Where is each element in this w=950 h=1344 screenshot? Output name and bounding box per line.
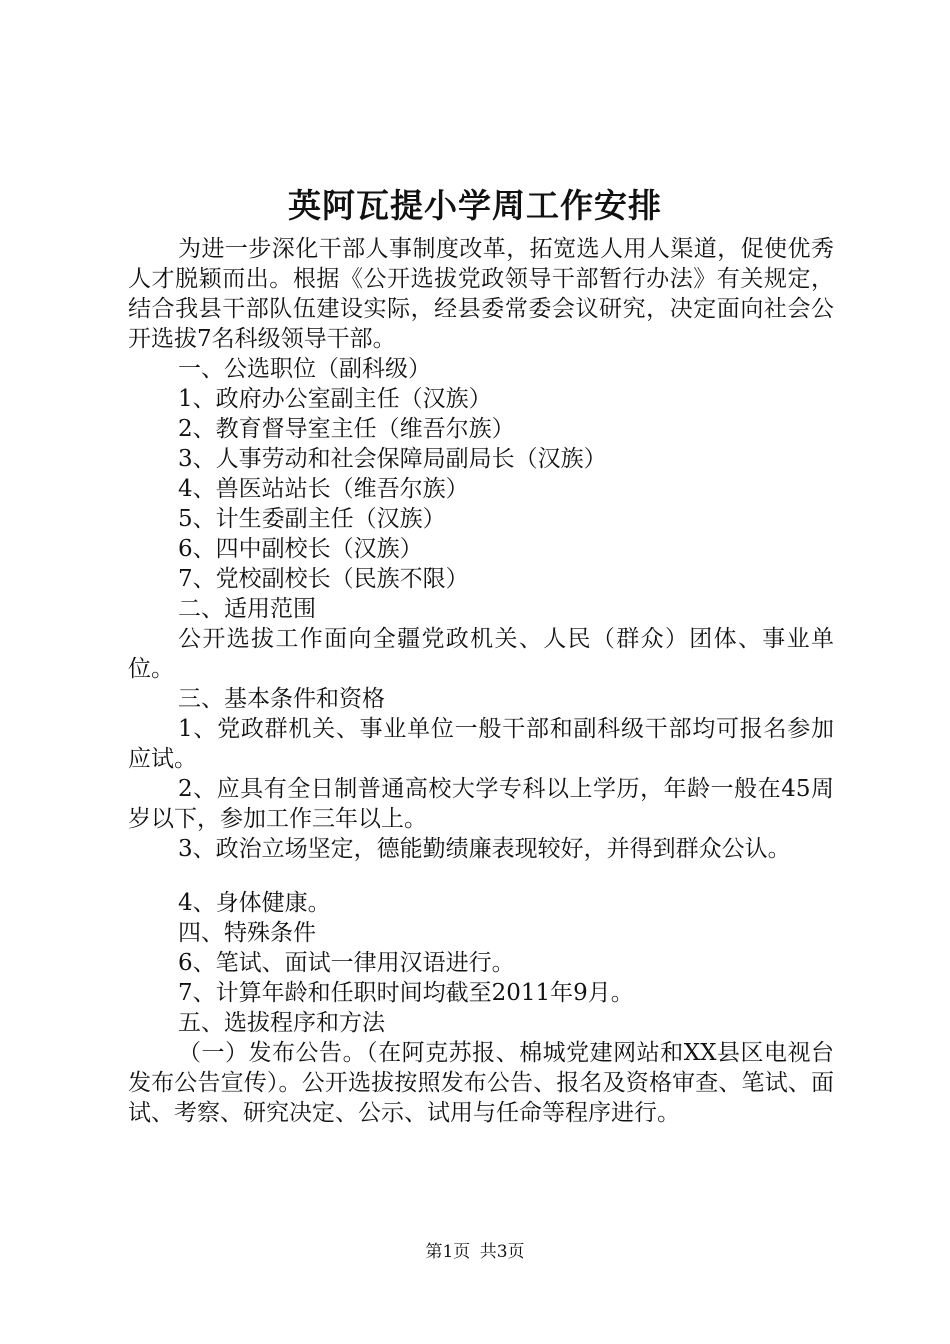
section-heading: 一、公选职位（副科级）	[178, 356, 431, 382]
list-item: 2、教育督导室主任（维吾尔族）	[178, 416, 515, 442]
list-item: 4、兽医站站长（维吾尔族）	[178, 476, 469, 502]
page-number: 第1页	[425, 1242, 471, 1262]
body-paragraph: （一）发布公告。（在阿克苏报、棉城党建网站和XX县区电视台发布公告宣传）。公开选拔按照发布公告、报名及资格审查、笔试、面试、考察、研究决定、公示、试用与任命等程序进行。	[128, 1040, 834, 1126]
page-total: 共3页	[479, 1242, 525, 1262]
document-title: 英阿瓦提小学周工作安排	[288, 186, 662, 225]
section-heading: 四、特殊条件	[178, 920, 316, 946]
intro-paragraph: 为进一步深化干部人事制度改革，拓宽选人用人渠道，促使优秀人才脱颖而出。根据《公开选拔党政领导干部暂行办法》有关规定，结合我县干部队伍建设实际，经县委常委会议研究，决定面向社会公开选拔7名科级领导干部。	[128, 236, 834, 352]
list-item: 1、政府办公室副主任（汉族）	[178, 386, 492, 412]
body-paragraph: 公开选拔工作面向全疆党政机关、人民（群众）团体、事业单位。	[128, 626, 834, 682]
list-item: 1、党政群机关、事业单位一般干部和副科级干部均可报名参加应试。	[128, 716, 834, 772]
list-item: 5、计生委副主任（汉族）	[178, 506, 446, 532]
page-footer	[0, 1240, 950, 1264]
section-heading: 三、基本条件和资格	[178, 686, 385, 712]
list-item: 7、计算年龄和任职时间均截至2011年9月。	[178, 980, 634, 1006]
list-item: 4、身体健康。	[178, 890, 331, 916]
document-body	[128, 234, 834, 1128]
section-heading: 二、适用范围	[178, 596, 316, 622]
list-item: 6、四中副校长（汉族）	[178, 536, 423, 562]
section-heading: 五、选拔程序和方法	[178, 1010, 385, 1036]
list-item: 7、党校副校长（民族不限）	[178, 566, 469, 592]
list-item: 2、应具有全日制普通高校大学专科以上学历，年龄一般在45周岁以下，参加工作三年以上。	[128, 776, 834, 832]
list-item: 3、政治立场坚定，德能勤绩廉表现较好，并得到群众公认。	[178, 836, 791, 862]
list-item: 3、人事劳动和社会保障局副局长（汉族）	[178, 446, 607, 472]
list-item: 6、笔试、面试一律用汉语进行。	[178, 950, 515, 976]
